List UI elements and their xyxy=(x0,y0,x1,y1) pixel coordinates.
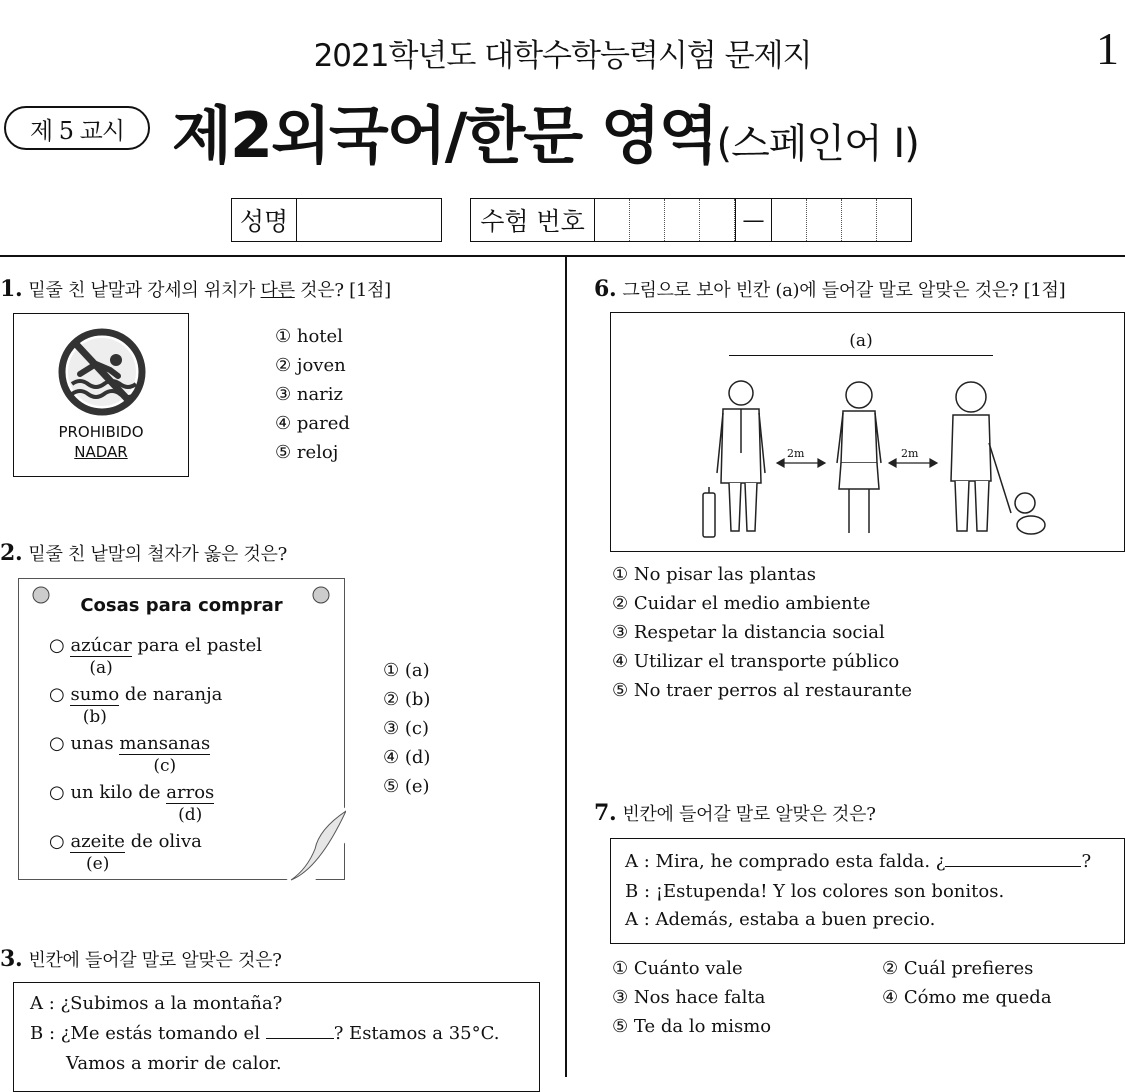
list-bullet: ○ xyxy=(49,684,65,705)
option-3[interactable]: ③ (c) xyxy=(383,718,429,739)
option-1[interactable]: ① No pisar las plantas xyxy=(612,564,816,585)
dialog-line-b2: Vamos a morir de calor. xyxy=(66,1053,282,1074)
dialog-line-b-start: B : ¿Me estás tomando el xyxy=(30,1023,266,1044)
list-item-tag: (d) xyxy=(178,805,203,825)
list-item-word-text: mansanas xyxy=(119,733,211,754)
list-item-word xyxy=(119,733,211,776)
option-4[interactable]: ④ pared xyxy=(275,413,350,434)
exam-number-cell xyxy=(630,199,665,241)
question-3-prompt: 빈칸에 들어갈 말로 알맞은 것은? xyxy=(28,950,282,971)
option-2[interactable]: ② Cuál prefieres xyxy=(882,958,1034,979)
list-item-text: de oliva xyxy=(124,831,202,852)
list-item xyxy=(49,733,211,776)
question-6-number: 6. xyxy=(594,276,617,302)
name-field[interactable] xyxy=(296,198,442,242)
list-item-tag: (c) xyxy=(153,756,177,776)
option-2[interactable]: ② Cuidar el medio ambiente xyxy=(612,593,871,614)
option-4[interactable]: ④ Utilizar el transporte público xyxy=(612,651,900,672)
option-3[interactable]: ③ Respetar la distancia social xyxy=(612,622,885,643)
option-5[interactable]: ⑤ Te da lo mismo xyxy=(612,1016,772,1037)
sign-text-line2: NADAR xyxy=(74,443,128,461)
question-1-number: 1. xyxy=(0,276,23,302)
exam-number-cell xyxy=(665,199,700,241)
answer-blank xyxy=(945,866,1081,867)
subject-title xyxy=(172,86,919,175)
option-2[interactable]: ② joven xyxy=(275,355,346,376)
dialog-line-a1 xyxy=(625,851,1091,872)
option-5[interactable]: ⑤ No traer perros al restaurante xyxy=(612,680,912,701)
dialog-line-a1-end: ? xyxy=(1081,851,1092,872)
list-item-word xyxy=(70,831,125,874)
question-7-number: 7. xyxy=(594,800,617,826)
exam-number-cell xyxy=(772,199,807,241)
list-item-text: de naranja xyxy=(119,684,223,705)
exam-number-cell xyxy=(807,199,842,241)
list-item-word xyxy=(70,635,132,678)
shopping-list-title: Cosas para comprar xyxy=(80,595,283,616)
list-bullet: ○ xyxy=(49,831,65,852)
option-1[interactable]: ① (a) xyxy=(383,660,430,681)
list-item-tag: (b) xyxy=(82,707,107,727)
list-item-tag: (a) xyxy=(89,658,113,678)
header-divider xyxy=(0,255,1125,257)
list-bullet: ○ xyxy=(49,733,65,754)
question-6-options xyxy=(612,560,912,705)
distance-label-1: 2m xyxy=(787,447,805,460)
answer-blank xyxy=(266,1038,334,1039)
option-4[interactable]: ④ (d) xyxy=(383,747,431,768)
list-item xyxy=(49,782,215,825)
question-7-title xyxy=(594,800,876,826)
option-3[interactable]: ③ nariz xyxy=(275,384,344,405)
dialog-line-b: B : ¡Estupenda! Y los colores son bonitos. xyxy=(625,881,1005,902)
blank-label: (a) xyxy=(849,331,873,351)
exam-number-cell xyxy=(877,199,911,241)
question-2-title xyxy=(0,540,287,566)
period-badge: 제 5 교시 xyxy=(4,106,150,150)
exam-title: 2021학년도 대학수학능력시험 문제지 xyxy=(313,38,812,74)
list-item-word-text: azeite xyxy=(70,831,125,852)
shopping-list-note xyxy=(18,578,345,880)
option-5[interactable]: ⑤ reloj xyxy=(275,442,339,463)
name-label: 성명 xyxy=(231,198,297,242)
question-6-prompt: 그림으로 보아 빈칸 (a)에 들어갈 말로 알맞은 것은? [1점] xyxy=(622,280,1066,301)
question-1-prompt-end: 것은? [1점] xyxy=(294,280,391,301)
list-item-word-text: arros xyxy=(166,782,215,803)
question-1-options xyxy=(275,322,350,467)
sign-text-line1: PROHIBIDO xyxy=(58,423,144,441)
question-2-options xyxy=(383,656,430,801)
list-bullet: ○ xyxy=(49,782,65,803)
question-3-number: 3. xyxy=(0,946,23,972)
subject-sub: (스페인어 I) xyxy=(716,121,919,167)
social-distance-illustration xyxy=(610,312,1125,552)
question-7-prompt: 빈칸에 들어갈 말로 알맞은 것은? xyxy=(622,804,876,825)
list-item-word-text: azúcar xyxy=(70,635,132,656)
question-1-prompt: 밑줄 친 낱말과 강세의 위치가 xyxy=(28,280,261,301)
page-number: 1 xyxy=(1096,23,1119,74)
exam-number-label: 수험 번호 xyxy=(470,198,595,242)
question-3-title xyxy=(0,946,282,972)
question-2-number: 2. xyxy=(0,540,23,566)
option-2[interactable]: ② (b) xyxy=(383,689,431,710)
column-divider xyxy=(565,255,567,1077)
subject-main: 제2외국어/한문 영역 xyxy=(172,99,717,172)
dialog-line-a2: A : Además, estaba a buen precio. xyxy=(625,909,936,930)
exam-number-cell xyxy=(842,199,877,241)
list-item-tag: (e) xyxy=(86,854,110,874)
question-1-title xyxy=(0,276,391,302)
option-4[interactable]: ④ Cómo me queda xyxy=(882,987,1052,1008)
list-bullet: ○ xyxy=(49,635,65,656)
list-item-text: unas xyxy=(70,733,120,754)
dialog-line-b xyxy=(30,1023,499,1044)
exam-number-cell xyxy=(700,199,735,241)
option-5[interactable]: ⑤ (e) xyxy=(383,776,430,797)
option-1[interactable]: ① hotel xyxy=(275,326,343,347)
list-item-text: un kilo de xyxy=(70,782,167,803)
list-item xyxy=(49,684,223,727)
dialog-line-b-end: ? Estamos a 35°C. xyxy=(333,1023,500,1044)
distance-label-2: 2m xyxy=(901,447,919,460)
exam-number-cell xyxy=(595,199,630,241)
list-item-word xyxy=(166,782,215,825)
list-item xyxy=(49,831,202,874)
exam-number-dash: — xyxy=(735,199,771,241)
exam-number-field[interactable] xyxy=(594,198,912,242)
question-1-prompt-underlined: 다른 xyxy=(260,280,295,301)
list-item-word xyxy=(70,684,120,727)
list-item-word-text: sumo xyxy=(70,684,120,705)
question-2-prompt: 밑줄 친 낱말의 철자가 옳은 것은? xyxy=(28,544,287,565)
list-item xyxy=(49,635,262,678)
dialog-line-a: A : ¿Subimos a la montaña? xyxy=(30,993,283,1014)
question-7-dialog xyxy=(610,838,1125,944)
no-swimming-sign xyxy=(13,313,189,477)
question-6-title xyxy=(594,276,1065,302)
option-3[interactable]: ③ Nos hace falta xyxy=(612,987,766,1008)
sign-text xyxy=(14,422,188,462)
dialog-line-a1-start: A : Mira, he comprado esta falda. ¿ xyxy=(625,851,946,872)
people-illustration xyxy=(611,313,1125,553)
question-3-dialog xyxy=(13,982,540,1092)
option-1[interactable]: ① Cuánto vale xyxy=(612,958,743,979)
list-item-text: para el pastel xyxy=(131,635,262,656)
no-swimming-icon xyxy=(14,314,190,424)
